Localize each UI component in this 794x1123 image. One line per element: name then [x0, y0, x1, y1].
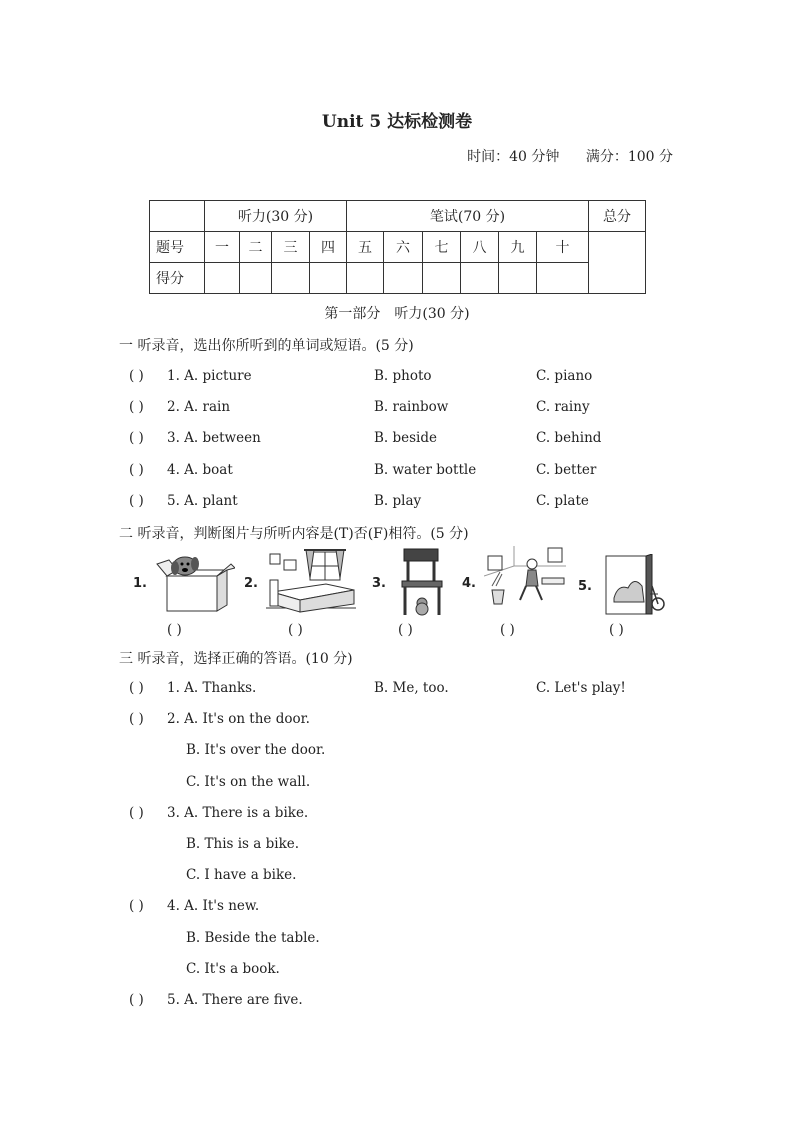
- section-3-heading: 三 听录音，选择正确的答语。(10 分): [119, 651, 353, 667]
- col-1: 一: [205, 232, 240, 263]
- picture-label-3: 3.: [372, 576, 386, 591]
- total-header: 总分: [589, 201, 646, 232]
- total-cell[interactable]: [589, 232, 646, 294]
- option-c: C. I have a bike.: [186, 867, 297, 883]
- option-b: B. play: [374, 493, 422, 509]
- option-b: B. It's over the door.: [186, 742, 326, 758]
- col-10: 十: [537, 232, 589, 263]
- option-c: C. Let's play!: [536, 680, 626, 696]
- option-c: C. piano: [536, 368, 593, 384]
- option-c: C. It's a book.: [186, 961, 280, 977]
- option-b: B. This is a bike.: [186, 836, 300, 852]
- judge-blank[interactable]: ( ): [609, 622, 624, 638]
- option-c: C. It's on the wall.: [186, 774, 311, 790]
- answer-blank[interactable]: ( ): [129, 898, 144, 914]
- col-9: 九: [499, 232, 537, 263]
- exam-meta: [445, 146, 673, 166]
- picture-label-2: 2.: [244, 576, 258, 591]
- col-4: 四: [310, 232, 347, 263]
- picture-label-1: 1.: [133, 576, 147, 591]
- score-cell[interactable]: [240, 263, 272, 294]
- score-table: [149, 200, 646, 294]
- section-2-heading: 二 听录音，判断图片与所听内容是(T)否(F)相符。(5 分): [119, 526, 469, 542]
- answer-blank[interactable]: ( ): [129, 711, 144, 727]
- option-a: 3. A. between: [167, 430, 261, 446]
- option-a: 2. A. rain: [167, 399, 231, 415]
- dog-in-box-picture: [155, 550, 235, 614]
- page-title: Unit 5 达标检测卷: [321, 112, 473, 132]
- answer-blank[interactable]: ( ): [129, 462, 144, 478]
- option-a: 5. A. There are five.: [167, 992, 303, 1008]
- option-a: 1. A. picture: [167, 368, 252, 384]
- answer-blank[interactable]: ( ): [129, 399, 144, 415]
- option-c: C. better: [536, 462, 597, 478]
- answer-blank[interactable]: ( ): [129, 680, 144, 696]
- score-cell[interactable]: [384, 263, 423, 294]
- option-a: 4. A. boat: [167, 462, 233, 478]
- col-6: 六: [384, 232, 423, 263]
- score-cell[interactable]: [423, 263, 461, 294]
- answer-blank[interactable]: ( ): [129, 992, 144, 1008]
- score-row-label: 得分: [150, 263, 205, 294]
- listening-header: 听力(30 分): [205, 201, 347, 232]
- col-8: 八: [461, 232, 499, 263]
- score-cell[interactable]: [205, 263, 240, 294]
- judge-blank[interactable]: ( ): [288, 622, 303, 638]
- judge-blank[interactable]: ( ): [167, 622, 182, 638]
- option-c: C. plate: [536, 493, 589, 509]
- writing-header: 笔试(70 分): [347, 201, 589, 232]
- option-a: 2. A. It's on the door.: [167, 711, 310, 727]
- col-7: 七: [423, 232, 461, 263]
- score-cell[interactable]: [461, 263, 499, 294]
- col-3: 三: [272, 232, 310, 263]
- judge-blank[interactable]: ( ): [500, 622, 515, 638]
- door-bike-picture: [604, 554, 666, 616]
- section-1-heading: 一 听录音，选出你所听到的单词或短语。(5 分): [119, 338, 414, 354]
- score-label: 满分：100 分: [585, 149, 673, 165]
- picture-label-4: 4.: [462, 576, 476, 591]
- picture-label-5: 5.: [578, 579, 592, 594]
- option-a: 1. A. Thanks.: [167, 680, 257, 696]
- option-b: B. water bottle: [374, 462, 477, 478]
- score-cell[interactable]: [347, 263, 384, 294]
- answer-blank[interactable]: ( ): [129, 368, 144, 384]
- option-c: C. rainy: [536, 399, 590, 415]
- question-number-label: 题号: [150, 232, 205, 263]
- chair-picture: [398, 547, 446, 617]
- option-b: B. beside: [374, 430, 438, 446]
- option-a: 3. A. There is a bike.: [167, 805, 309, 821]
- col-5: 五: [347, 232, 384, 263]
- option-c: C. behind: [536, 430, 602, 446]
- answer-blank[interactable]: ( ): [129, 430, 144, 446]
- option-b: B. rainbow: [374, 399, 449, 415]
- answer-blank[interactable]: ( ): [129, 805, 144, 821]
- option-b: B. Me, too.: [374, 680, 449, 696]
- part-heading: 第一部分 听力(30 分): [324, 306, 470, 322]
- score-cell[interactable]: [272, 263, 310, 294]
- option-b: B. Beside the table.: [186, 930, 320, 946]
- time-label: 时间：40 分钟: [467, 149, 560, 165]
- score-cell[interactable]: [499, 263, 537, 294]
- table-corner: [150, 201, 205, 232]
- bedroom-picture: [266, 548, 356, 616]
- room-scene-picture: [484, 546, 566, 608]
- col-2: 二: [240, 232, 272, 263]
- score-cell[interactable]: [537, 263, 589, 294]
- option-a: 4. A. It's new.: [167, 898, 260, 914]
- score-cell[interactable]: [310, 263, 347, 294]
- option-b: B. photo: [374, 368, 432, 384]
- judge-blank[interactable]: ( ): [398, 622, 413, 638]
- answer-blank[interactable]: ( ): [129, 493, 144, 509]
- option-a: 5. A. plant: [167, 493, 238, 509]
